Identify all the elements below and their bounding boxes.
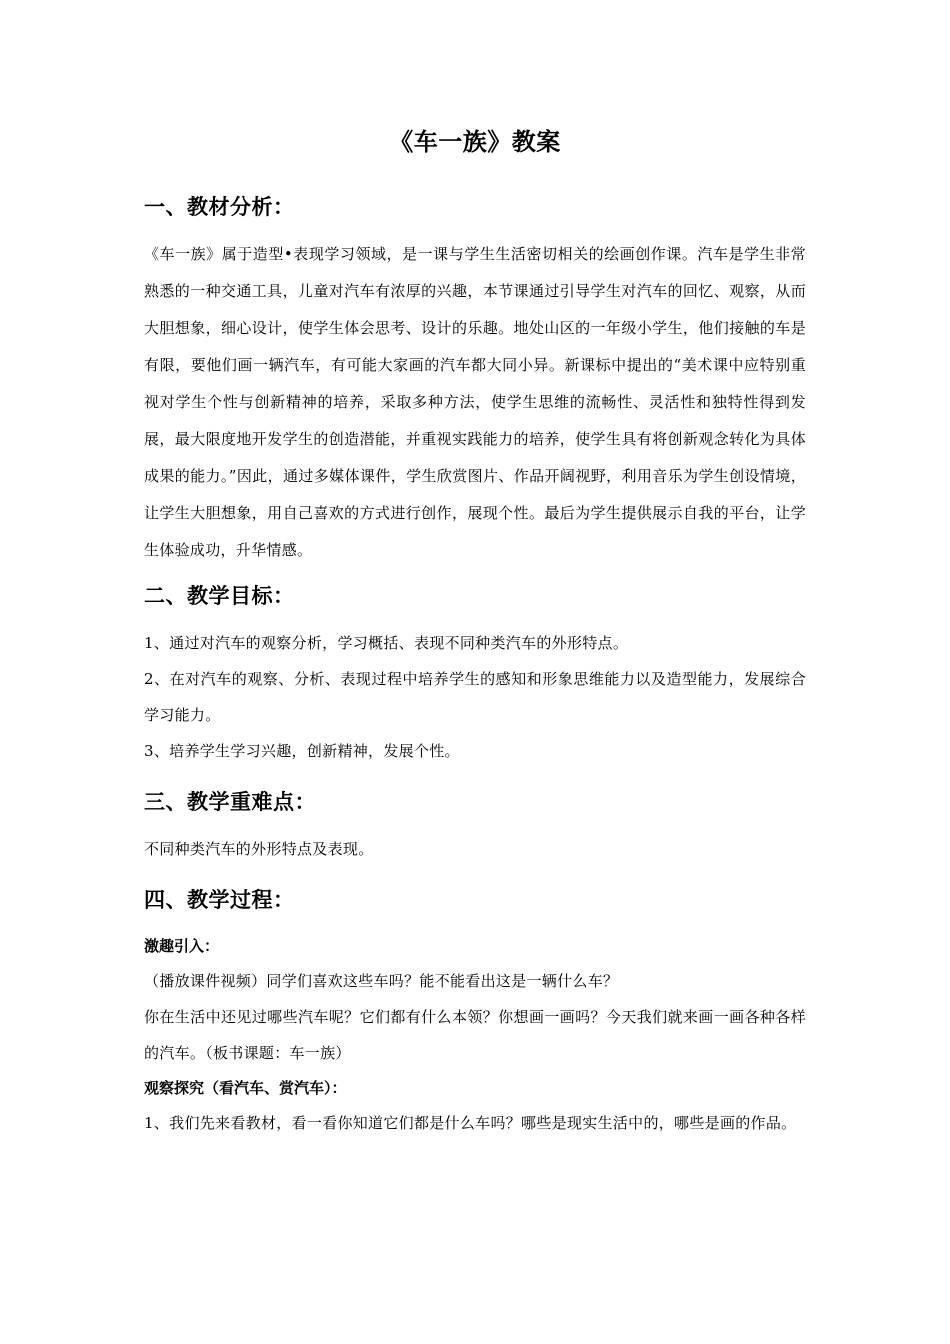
list-item: 3、培养学生学习兴趣，创新精神，发展个性。 — [144, 742, 460, 760]
section-key-difficulties — [144, 787, 806, 867]
list-item: 1、通过对汽车的观察分析，学习概括、表现不同种类汽车的外形特点。 — [144, 634, 629, 652]
section-heading: 一、教材分析： — [144, 195, 295, 219]
subsection-introduction — [144, 929, 806, 1071]
body-paragraph: 不同种类汽车的外形特点及表现。 — [144, 840, 374, 858]
section-heading: 二、教学目标： — [144, 584, 295, 608]
section-teaching-objectives — [144, 581, 806, 769]
body-line: 你在生活中还见过哪些汽车呢？它们都有什么本领？你想画一画吗？今天我们就来画一画各种各样的汽车。（板书课题：车一族） — [144, 1008, 806, 1062]
list-item: 2、在对汽车的观察、分析、表现过程中培养学生的感知和形象思维能力以及造型能力，发展综合学习能力。 — [144, 670, 806, 724]
section-heading: 三、教学重难点： — [144, 790, 316, 814]
section-heading: 四、教学过程： — [144, 888, 295, 912]
subsection-title: 观察探究（看汽车、赏汽车）： — [144, 1079, 347, 1097]
section-teaching-process — [144, 885, 806, 1141]
body-paragraph: 《车一族》属于造型•表现学习领域，是一课与学生生活密切相关的绘画创作课。汽车是学生非常熟悉的一种交通工具，儿童对汽车有浓厚的兴趣，本节课通过引导学生对汽车的回忆、观察，从而大胆想象，细心设计，使学生体会思考、设计的乐趣。地处山区的一年级小学生，他们接触的车是有限，要他们画一辆汽车，有可能大家画的汽车都大同小异。新课标中提出的“美术课中应特别重视对学生个性与创新精神的培养，采取多种方法，使学生思维的流畅性、灵活性和独特性得到发展，最大限度地开发学生的创造潜能，并重视实践能力的培养，使学生具有将创新观念转化为具体成果的能力。”因此，通过多媒体课件，学生欣赏图片、作品开阔视野，利用音乐为学生创设情境，让学生大胆想象，用自己喜欢的方式进行创作，展现个性。最后为学生提供展示自我的平台，让学生体验成功，升华情感。 — [144, 245, 806, 559]
body-line: 1、我们先来看教材，看一看你知道它们都是什么车吗？哪些是现实生活中的，哪些是画的作品。 — [144, 1114, 797, 1132]
section-materials-analysis — [144, 192, 806, 569]
body-line: （播放课件视频）同学们喜欢这些车吗？能不能看出这是一辆什么车？ — [144, 972, 619, 990]
document-title: 《车一族》教案 — [389, 128, 561, 156]
subsection-observation — [144, 1071, 806, 1141]
subsection-title: 激趣引入： — [144, 937, 220, 955]
